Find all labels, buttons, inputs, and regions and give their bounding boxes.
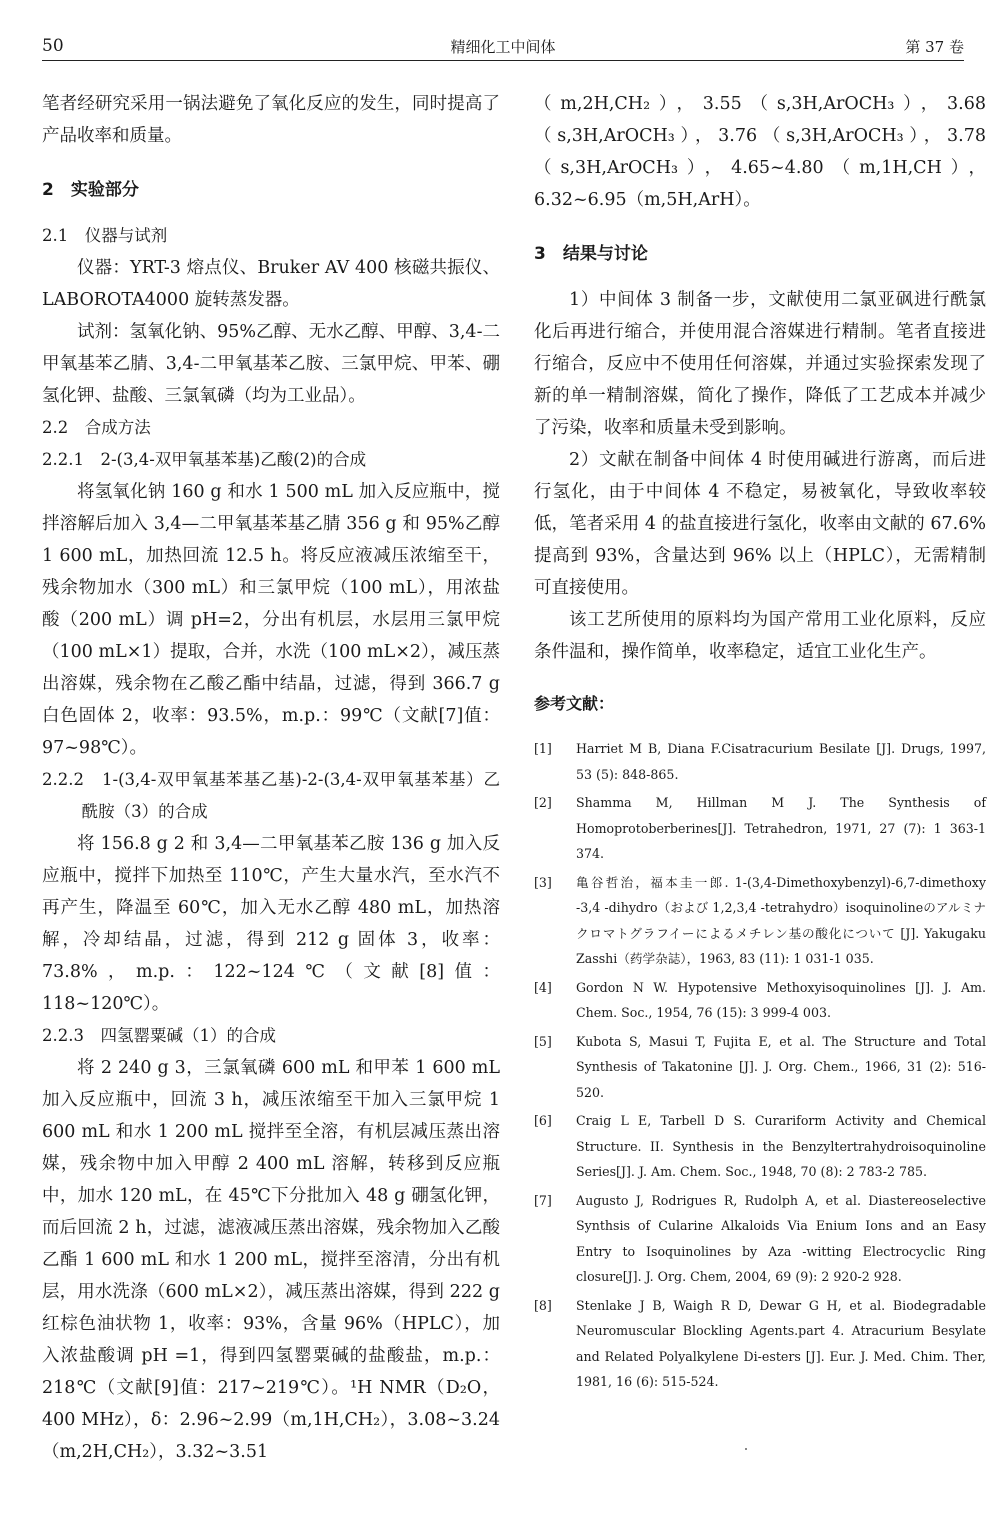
reference-text: 亀谷哲治，福本圭一郎. 1-(3,4-Dimethoxybenzyl)-6,7-dimethoxy -3,4 -dihydro（および 1,2,3,4 -tetrahydro）isoquinolineのアルミナクロマトグラフイーによるメチレン基の酸化について [J]. Yakugaku Zasshi（药学杂誌），1963, 83 (11): 1 031-1 035.: [576, 874, 986, 966]
reference-text: Stenlake J B, Waigh R D, Dewar G H, et al. Biodegradable Neuromuscular Blockling Agents.part 4. Atracurium Besylate and Related Polyalkylene Di-esters [J]. Eur. J. Med. Chim. Ther, 1981, 16 (6): 515-524.: [576, 1297, 986, 1389]
reference-item: [534, 1293, 986, 1395]
section-2-2-3-title: 2.2.3 四氢罂粟碱（1）的合成: [42, 1026, 276, 1045]
header-rule: [42, 60, 964, 61]
section-2-1-title: 2.1 仪器与试剂: [42, 226, 168, 245]
reference-number: [4]: [534, 979, 552, 995]
reference-text: Gordon N W. Hypotensive Methoxyisoquinolines [J]. J. Am. Chem. Soc., 1954, 76 (15): 3 999-4 003.: [576, 979, 986, 1020]
volume-label: 第 37 卷: [905, 38, 964, 56]
result-paragraph-2: 2）文献在制备中间体 4 时使用碱进行游离，而后进行氢化，由于中间体 4 不稳定，易被氧化，导致收率较低，笔者采用 4 的盐直接进行氢化，收率由文献的 67.6% 提高到 93%，含量达到 96% 以上（HPLC），无需精制可直接使用。: [534, 450, 986, 598]
left-column: [42, 88, 500, 1468]
reference-number: [1]: [534, 741, 552, 756]
instruments-paragraph: 仪器：YRT-3 熔点仪、Bruker AV 400 核磁共振仪、LABOROTA4000 旋转蒸发器。: [42, 258, 500, 310]
page-number: 50: [42, 36, 64, 56]
reference-number: [7]: [534, 1192, 552, 1208]
section-2-2-2-title: 2.2.2 1-(3,4-双甲氧基苯基乙基)-2-(3,4-双甲氧基苯基）乙酰胺（3）的合成: [42, 770, 500, 821]
reagents-paragraph: 试剂：氢氧化钠、95%乙醇、无水乙醇、甲醇、3,4-二甲氧基苯乙腈、3,4-二甲氧基苯乙胺、三氯甲烷、甲苯、硼氢化钾、盐酸、三氯氧磷（均为工业品）。: [42, 322, 500, 406]
reference-number: [8]: [534, 1297, 552, 1313]
journal-name: 精细化工中间体: [450, 38, 556, 56]
reference-item: [534, 1188, 986, 1290]
reference-item: [534, 975, 986, 1026]
paragraph-2-2-1: 将氢氧化钠 160 g 和水 1 500 mL 加入反应瓶中，搅拌溶解后加入 3,4—二甲氧基苯基乙腈 356 g 和 95%乙醇 1 600 mL，加热回流 12.5 h。将反应液减压浓缩至干，残余物加水（300 mL）和三氯甲烷（100 mL），用浓盐酸（200 mL）调 pH=2，分出有机层，水层用三氯甲烷（100 mL×1）提取，合并，水洗（100 mL×2），减压蒸出溶媒，残余物在乙酸乙酯中结晶，过滤，得到 366.7 g 白色固体 2，收率：93.5%，m.p.：99℃（文献[7]值：97~98℃）。: [42, 482, 500, 758]
reference-number: [3]: [534, 874, 552, 890]
reference-number: [2]: [534, 795, 552, 810]
section-2-2-title: 2.2 合成方法: [42, 418, 151, 437]
reference-list: [534, 736, 986, 1395]
reference-item: [534, 736, 986, 787]
reference-item: [534, 870, 986, 972]
section-3-title: 3 结果与讨论: [534, 244, 648, 264]
reference-number: [5]: [534, 1033, 552, 1049]
reference-text: Augusto J, Rodrigues R, Rudolph A, et al. Diastereoselective Synthsis of Cularine Alkaloids Via Enium Ions and an Easy Entry to Isoquinolines by Aza -witting Electrocyclic Ring closure[J]. J. Org. Chem, 2004, 69 (9): 2 920-2 928.: [576, 1192, 986, 1284]
reference-text: Kubota S, Masui T, Fujita E, et al. The Structure and Total Synthesis of Takatonine [J]. J. Org. Chem., 1966, 31 (2): 516-520.: [576, 1033, 986, 1100]
section-2-2-1-title: 2.2.1 2-(3,4-双甲氧基苯基)乙酸(2)的合成: [42, 450, 367, 469]
right-column: [534, 88, 986, 1398]
reference-item: [534, 1108, 986, 1185]
reference-text: Craig L E, Tarbell D S. Curariform Activity and Chemical Structure. II. Synthesis in the Benzyltertrahydroisoquinoline Series[J]. J. Am. Chem. Soc., 1948, 70 (8): 2 783-2 785.: [576, 1113, 986, 1179]
scan-dot: [745, 1448, 747, 1450]
result-paragraph-3: 该工艺所使用的原料均为国产常用工业化原料，反应条件温和，操作简单，收率稳定，适宜工业化生产。: [534, 610, 986, 662]
intro-paragraph: 笔者经研究采用一锅法避免了氧化反应的发生，同时提高了产品收率和质量。: [42, 94, 500, 146]
result-paragraph-1: 1）中间体 3 制备一步，文献使用二氯亚砜进行酰氯化后再进行缩合，并使用混合溶媒进行精制。笔者直接进行缩合，反应中不使用任何溶媒，并通过实验探索发现了新的单一精制溶媒，简化了操作，降低了工艺成本并减少了污染，收率和质量未受到影响。: [534, 290, 986, 438]
paragraph-2-2-3: 将 2 240 g 3，三氯氧磷 600 mL 和甲苯 1 600 mL 加入反应瓶中，回流 3 h，减压浓缩至干加入三氯甲烷 1 600 mL 和水 1 200 mL 搅拌至全溶，有机层减压蒸出溶媒，残余物中加入甲醇 2 400 mL 溶解，转移到反应瓶中，加水 120 mL，在 45℃下分批加入 48 g 硼氢化钾，而后回流 2 h，过滤，滤液减压蒸出溶媒，残余物加入乙酸乙酯 1 600 mL 和水 1 200 mL，搅拌至溶清，分出有机层，用水洗涤（600 mL×2），减压蒸出溶媒，得到 222 g 红棕色油状物 1，收率：93%，含量 96%（HPLC），加入浓盐酸调 pH =1，得到四氢罂粟碱的盐酸盐，m.p.：218℃（文献[9]值：217~219℃）。¹H NMR（D₂O，400 MHz），δ：2.96~2.99（m,1H,CH₂），3.08~3.24（m,2H,CH₂），3.32~3.51: [42, 1058, 500, 1462]
nmr-continuation: （m,2H,CH₂），3.55（s,3H,ArOCH₃），3.68（s,3H,ArOCH₃），3.76（s,3H,ArOCH₃），3.78（s,3H,ArOCH₃），4.65~4.80（m,1H,CH），6.32~6.95（m,5H,ArH）。: [534, 94, 986, 210]
page-header: [42, 30, 964, 60]
reference-text: Harriet M B, Diana F.Cisatracurium Besilate [J]. Drugs, 1997, 53 (5): 848-865.: [576, 741, 986, 782]
section-2-title: 2 实验部分: [42, 180, 139, 200]
reference-item: [534, 790, 986, 867]
paragraph-2-2-2: 将 156.8 g 2 和 3,4—二甲氧基苯乙胺 136 g 加入反应瓶中，搅拌下加热至 110℃，产生大量水汽，至水汽不再产生，降温至 60℃，加入无水乙醇 480 mL，加热溶解，冷却结晶，过滤，得到 212 g 固体 3，收率：73.8%，m.p.：122~124℃（文献[8]值：118~120℃）。: [42, 834, 500, 1014]
reference-number: [6]: [534, 1113, 552, 1128]
references-title: 参考文献：: [534, 694, 615, 713]
reference-item: [534, 1029, 986, 1106]
reference-text: Shamma M, Hillman M J. The Synthesis of Homoprotoberberines[J]. Tetrahedron, 1971, 27 (7): 1 363-1 374.: [576, 795, 986, 861]
